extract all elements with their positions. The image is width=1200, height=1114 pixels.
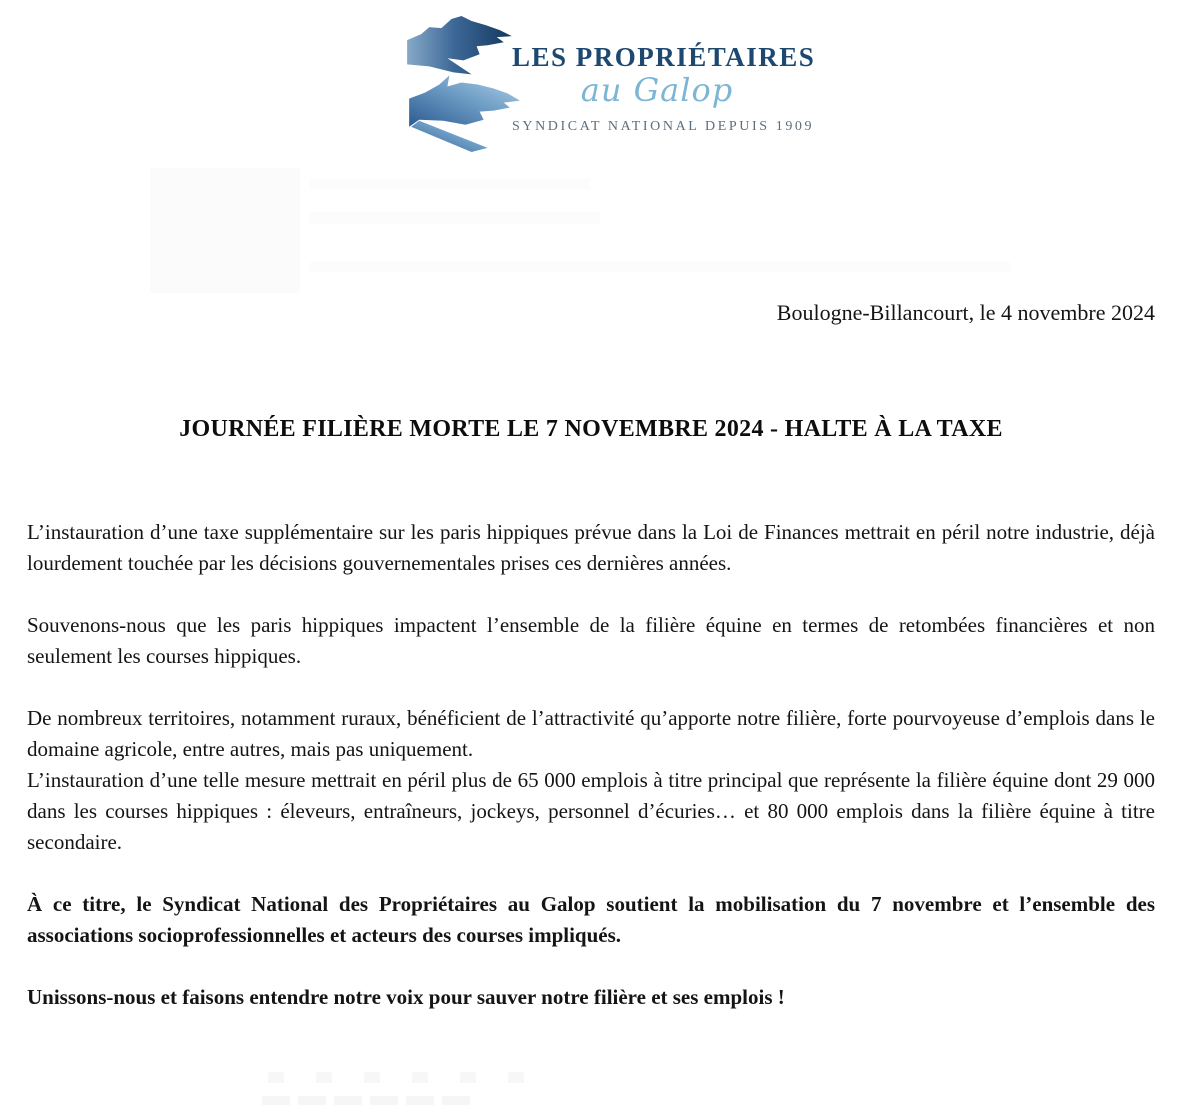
- headline: JOURNÉE FILIÈRE MORTE LE 7 NOVEMBRE 2024 - HALTE À LA TAXE: [179, 416, 1003, 442]
- scan-ghost-mark: [310, 178, 590, 190]
- scan-ghost-mark: [370, 1096, 398, 1105]
- logo-tagline: SYNDICAT NATIONAL DEPUIS 1909: [512, 119, 815, 134]
- scan-ghost-mark: [310, 212, 600, 224]
- scan-ghost-mark: [406, 1096, 434, 1105]
- scan-ghost-mark: [298, 1096, 326, 1105]
- paragraph-tax-instauration: L’instauration d’une taxe supplémentaire sur les paris hippiques prévue dans la Loi de Finances mettrait en péril notre industrie, déjà lourdement touchée par les décisions gouvernementales prises ces dernières années.: [27, 520, 1155, 575]
- dateline: Boulogne-Billancourt, le 4 novembre 2024: [776, 300, 1155, 325]
- scan-ghost-mark: [334, 1096, 362, 1105]
- logo: [0, 14, 1200, 162]
- scan-ghost-mark: [150, 168, 300, 293]
- paragraph-emplois-line: L’instauration d’une telle mesure mettrait en péril plus de 65 000 emplois à titre principal que représente la filière équine dont 29 000 dans les courses hippiques : éleveurs, entraîneurs, jockeys, personnel d’écuries… et 80 000 emplois dans la filière équine à titre secondaire.: [27, 768, 1155, 854]
- letter-content: [0, 300, 1200, 1013]
- scan-ghost-mark: [310, 262, 1010, 272]
- scan-ghost-mark: [508, 1072, 524, 1083]
- two-horse-heads-icon: [398, 14, 526, 160]
- paragraph-territoires-line: De nombreux territoires, notamment ruraux, bénéficient de l’attractivité qu’apporte notre filière, forte pourvoyeuse d’emplois dans le domaine agricole, entre autres, mais pas uniquement.: [27, 706, 1155, 761]
- scan-ghost-mark: [268, 1072, 284, 1083]
- logo-text: [512, 14, 816, 135]
- scan-ghost-footer: [0, 1062, 1200, 1114]
- scan-ghost-mark: [460, 1072, 476, 1083]
- scan-ghost-mark: [442, 1096, 470, 1105]
- scan-ghost-mark: [364, 1072, 380, 1083]
- paragraph-appel-final: Unissons-nous et faisons entendre notre voix pour sauver notre filière et ses emplois !: [27, 985, 785, 1009]
- scan-ghost-mark: [412, 1072, 428, 1083]
- logo-script-subtitle: au Galop: [580, 71, 734, 109]
- logo-title: LES PROPRIÉTAIRES: [512, 42, 816, 72]
- paragraph-souvenons-nous: Souvenons-nous que les paris hippiques impactent l’ensemble de la filière équine en termes de retombées financières et non seulement les courses hippiques.: [27, 613, 1155, 668]
- scan-ghost-mark: [316, 1072, 332, 1083]
- scan-ghost-mark: [262, 1096, 290, 1105]
- paragraph-territoires-emplois: [27, 703, 1155, 858]
- paragraph-syndicat-soutien: À ce titre, le Syndicat National des Propriétaires au Galop soutient la mobilisation du 7 novembre et l’ensemble des associations socioprofessionnelles et acteurs des courses impliqués.: [27, 892, 1155, 947]
